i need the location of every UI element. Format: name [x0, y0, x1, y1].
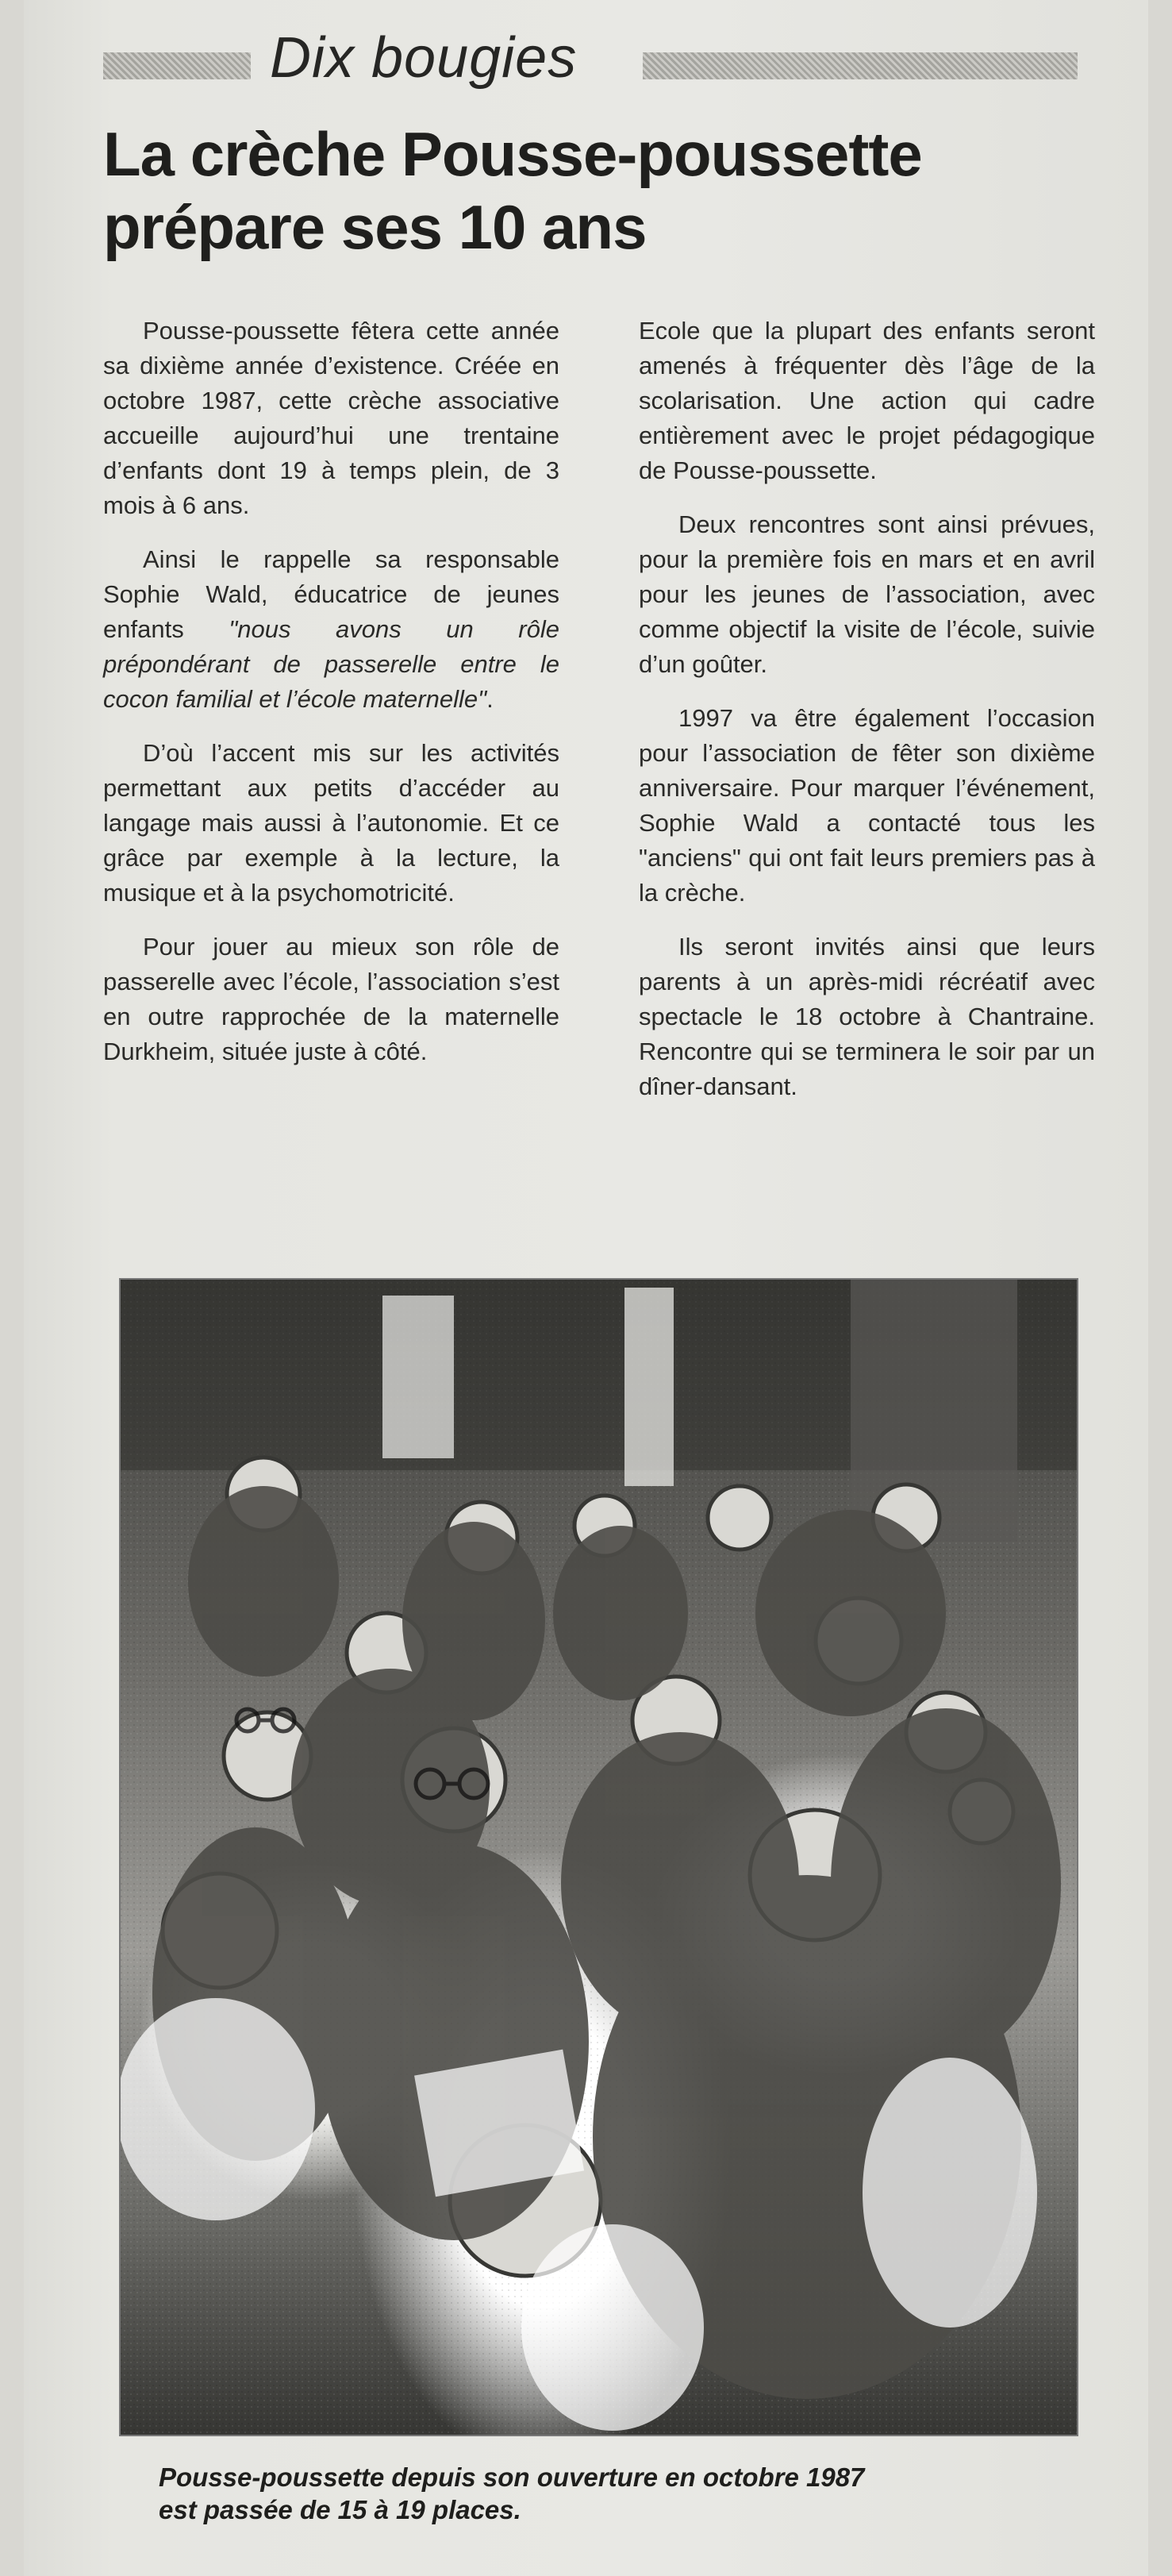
caption-line-1: Pousse-poussette depuis son ouverture en octobre 1987 [159, 2462, 865, 2492]
right-paragraph-1: Ecole que la plupart des enfants seront amenés à fréquenter dès l’âge de la scolarisation. Une action qui cadre entièrement avec le projet pédagogique de Pousse-poussette. [639, 317, 1095, 484]
quote-end: . [486, 685, 494, 713]
kicker-band-right [643, 52, 1078, 79]
left-paragraph-3: D’où l’accent mis sur les activités permettant aux petits d’accéder au langage mais aussi à l’autonomie. Et ce grâce par exemple à la lecture, la musique et à la psychomotricité. [103, 739, 559, 907]
article-body [103, 314, 1095, 1123]
photo-caption [159, 2461, 1095, 2526]
group-photo-illustration [121, 1280, 1077, 2435]
newspaper-page [24, 0, 1148, 2576]
quote-intro: Ainsi le rappelle sa responsable Sophie Wald, éducatrice de jeunes enfants [103, 545, 559, 643]
group-photo [119, 1278, 1078, 2436]
section-kicker [103, 22, 1078, 94]
headline-line-2: prépare ses 10 ans [103, 192, 647, 262]
left-paragraph-2 [103, 542, 559, 717]
kicker-text: Dix bougies [270, 26, 578, 90]
quote-text: "nous avons un rôle prépondérant de passerelle entre le cocon familial et l’école maternelle" [103, 615, 559, 713]
caption-line-2: est passée de 15 à 19 places. [159, 2495, 521, 2524]
right-paragraph-3: 1997 va être également l’occasion pour l’association de fêter son dixième anniversaire. Pour marquer l’événement, Sophie Wald a contacté tous les "anciens" qui ont fait leurs premiers pas à la crèche. [639, 704, 1095, 907]
left-column [103, 314, 559, 1123]
right-paragraph-4: Ils seront invités ainsi que leurs parents à un après-midi récréatif avec spectacle le 18 octobre à Chantraine. Rencontre qui se terminera le soir par un dîner-dansant. [639, 933, 1095, 1100]
right-column [639, 314, 1095, 1123]
headline [103, 117, 1103, 264]
left-paragraph-4: Pour jouer au mieux son rôle de passerelle avec l’école, l’association s’est en outre rapprochée de la maternelle Durkheim, située juste à côté. [103, 933, 559, 1065]
right-paragraph-2: Deux rencontres sont ainsi prévues, pour la première fois en mars et en avril pour les jeunes de l’association, avec comme objectif la visite de l’école, suivie d’un goûter. [639, 510, 1095, 678]
headline-line-1: La crèche Pousse-poussette [103, 119, 922, 189]
kicker-band-left [103, 52, 251, 79]
left-paragraph-1: Pousse-poussette fêtera cette année sa dixième année d’existence. Créée en octobre 1987, cette crèche associative accueille aujourd’hui une trentaine d’enfants dont 19 à temps plein, de 3 mois à 6 ans. [103, 317, 559, 519]
